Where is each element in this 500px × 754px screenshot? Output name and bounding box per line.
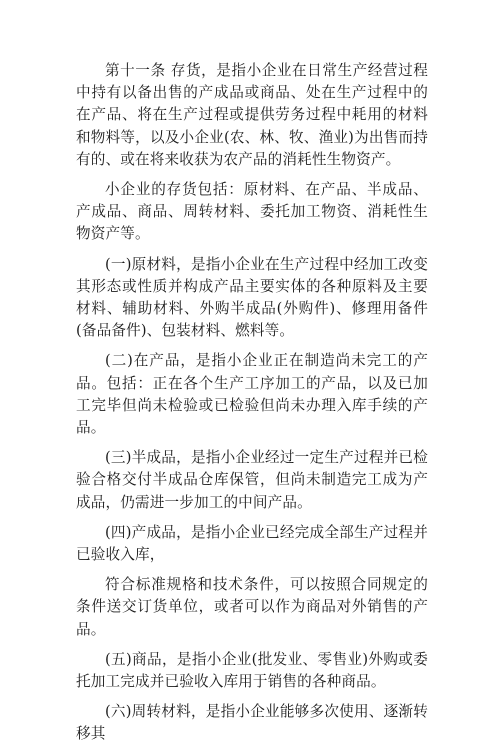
paragraph-article-11: 第十一条 存货，是指小企业在日常生产经营过程中持有以备出售的产成品或商品、处在生产过程中的在产品、将在生产过程或提供劳务过程中耗用的材料和物料等，以及小企业(农、林、牧、渔业)为出售而持有的、或在将来收获为农产品的消耗性生物资产。 [76, 62, 428, 168]
paragraph-work-in-process: (二)在产品，是指小企业正在制造尚未完工的产品。包括：正在各个生产工序加工的产品，以及已加工完毕但尚未检验或已检验但尚未办理入库手续的产品。 [76, 352, 428, 437]
paragraph-finished-goods: (四)产成品，是指小企业已经完成全部生产过程并已验收入库， [76, 523, 428, 564]
paragraph-inventory-types: 小企业的存货包括：原材料、在产品、半成品、产成品、商品、周转材料、委托加工物资、消耗性生物资产等。 [76, 181, 428, 243]
paragraph-finished-goods-cont: 符合标准规格和技术条件，可以按照合同规定的条件送交订货单位，或者可以作为商品对外销售的产品。 [76, 576, 428, 638]
paragraph-turnover-materials: (六)周转材料，是指小企业能够多次使用、逐渐转移其 [76, 703, 428, 743]
paragraph-raw-materials: (一)原材料，是指小企业在生产过程中经加工改变其形态或性质并构成产品主要实体的各种原料及主要材料、辅助材料、外购半成品(外购件)、修理用备件(备品备件)、包装材料、燃料等。 [76, 255, 428, 340]
document-body [76, 60, 428, 754]
paragraph-merchandise: (五)商品，是指小企业(批发业、零售业)外购或委托加工完成并已验收入库用于销售的各种商品。 [76, 650, 428, 691]
paragraph-semi-finished: (三)半成品，是指小企业经过一定生产过程并已检验合格交付半成品仓库保管，但尚未制造完工成为产成品，仍需进一步加工的中间产品。 [76, 449, 428, 511]
